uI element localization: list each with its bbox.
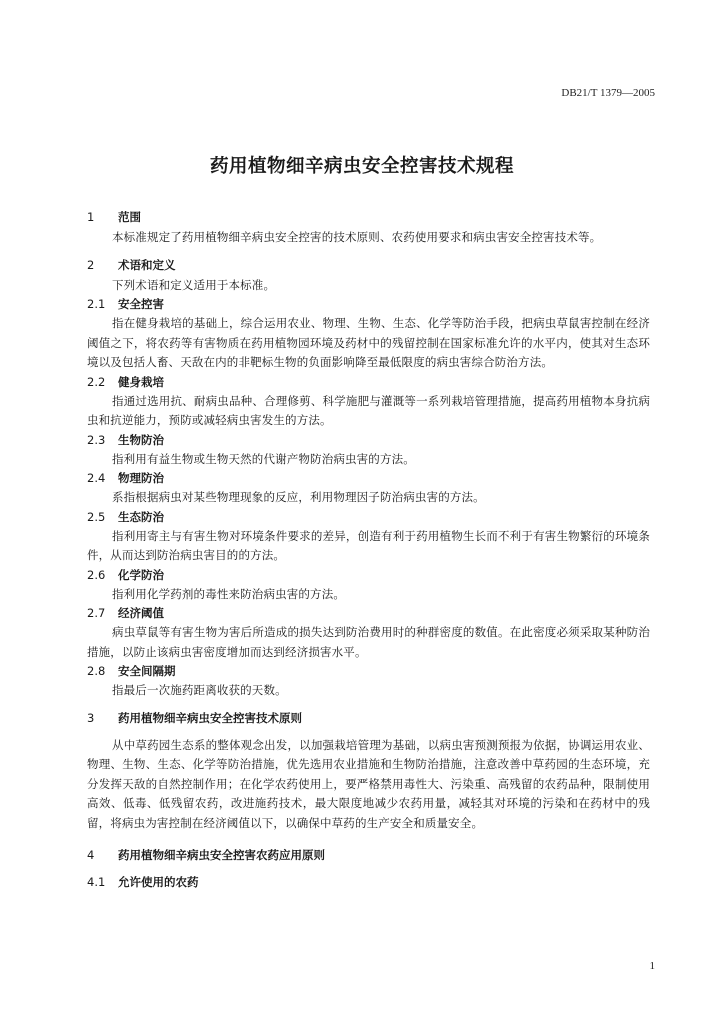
section-2-2-heading — [87, 373, 650, 392]
section-2-4-text: 系指根据病虫对某些物理现象的反应，利用物理因子防治病虫害的方法。 — [112, 490, 485, 504]
section-number: 2.1 — [87, 297, 106, 311]
section-title: 生物防治 — [118, 432, 164, 447]
section-2-2-text: 指通过选用抗、耐病虫品种、合理修剪、科学施肥与灌溉等一系列栽培管理措施，提高药用植物本身抗病虫和抗逆能力，预防或减轻病虫害发生的方法。 — [87, 393, 650, 427]
section-number: 2.5 — [87, 509, 106, 524]
section-2-3-text: 指利用有益生物或生物天然的代谢产物防治病虫害的方法。 — [112, 451, 415, 466]
section-2-5-text: 指利用寄主与有害生物对环境条件要求的差异，创造有利于药用植物生长而不利于有害生物繁衍的环境条件，从而达到防治病虫害目的的方法。 — [87, 528, 650, 562]
section-title: 物理防治 — [118, 471, 164, 485]
document-body — [87, 207, 650, 892]
section-2-5-heading — [87, 508, 650, 527]
section-title: 生态防治 — [118, 509, 164, 524]
section-title: 药用植物细辛病虫安全控害农药应用原则 — [118, 848, 325, 862]
section-2-8-heading — [87, 662, 650, 681]
section-2-6-text: 指利用化学药剂的毒性来防治病虫害的方法。 — [112, 586, 345, 601]
section-number: 2.7 — [87, 606, 106, 620]
section-number: 2 — [87, 257, 95, 272]
page-number: 1 — [649, 960, 655, 972]
section-title: 健身栽培 — [118, 374, 164, 389]
section-2-4-heading — [87, 469, 650, 488]
section-2-1-heading — [87, 295, 650, 314]
section-number: 2.6 — [87, 567, 106, 582]
section-2-text: 下列术语和定义适用于本标准。 — [112, 277, 276, 292]
section-number: 4.1 — [87, 875, 106, 889]
section-number: 2.2 — [87, 374, 106, 389]
section-number: 2.8 — [87, 664, 106, 678]
section-3-heading — [87, 708, 650, 729]
section-number: 2.4 — [87, 471, 106, 485]
standard-code: DB21/T 1379—2005 — [561, 87, 655, 99]
section-title: 安全控害 — [118, 297, 164, 311]
section-2-3-heading — [87, 431, 650, 450]
section-2-7-heading — [87, 604, 650, 623]
section-title: 安全间隔期 — [118, 664, 176, 678]
section-number: 3 — [87, 710, 95, 725]
section-4-heading — [87, 845, 650, 866]
section-2-7-text: 病虫草鼠等有害生物为害后所造成的损失达到防治费用时的种群密度的数值。在此密度必须采取某种防治措施，以防止该病虫害密度增加而达到经济损害水平。 — [87, 625, 650, 659]
section-title: 药用植物细辛病虫安全控害技术原则 — [118, 710, 302, 725]
section-title: 经济阈值 — [118, 606, 164, 620]
section-1-text: 本标准规定了药用植物细辛病虫安全控害的技术原则、农药使用要求和病虫害安全控害技术等。 — [112, 230, 602, 244]
section-number: 4 — [87, 848, 95, 862]
section-1-heading — [87, 207, 650, 228]
section-3-text: 从中草药园生态系的整体观念出发，以加强栽培管理为基础，以病虫害预测预报为依据，协调运用农业、物理、生物、生态、化学等防治措施，优先选用农业措施和生物防治措施，注意改善中草药园的生态环境，充分发挥天敌的自然控制作用；在化学农药使用上，要严格禁用毒性大、污染重、高残留的农药品种，限制使用高效、低毒、低残留农药，改进施药技术，最大限度地减少农药用量，减轻其对环境的污染和在药材中的残留，将病虫为害控制在经济阈值以下，以确保中草药的生产安全和质量安全。 — [87, 737, 650, 830]
section-2-1-text: 指在健身栽培的基础上，综合运用农业、物理、生物、生态、化学等防治手段，把病虫草鼠害控制在经济阈值之下，将农药等有害物质在药用植物园环境及药材中的残留控制在国家标准允许的水平内，使其对生态环境以及包括人畜、天敌在内的非靶标生物的负面影响降至最低限度的病虫害综合防治方法。 — [87, 316, 650, 369]
section-2-heading — [87, 255, 650, 276]
section-title: 允许使用的农药 — [118, 875, 199, 889]
document-title: 药用植物细辛病虫安全控害技术规程 — [209, 156, 514, 177]
section-4-1-heading — [87, 873, 650, 892]
section-number: 1 — [87, 210, 95, 224]
section-2-6-heading — [87, 566, 650, 585]
section-title: 化学防治 — [118, 567, 164, 582]
section-number: 2.3 — [87, 432, 106, 447]
section-title: 范围 — [118, 210, 141, 224]
section-title: 术语和定义 — [118, 257, 176, 272]
section-2-8-text: 指最后一次施药距离收获的天数。 — [112, 683, 287, 697]
